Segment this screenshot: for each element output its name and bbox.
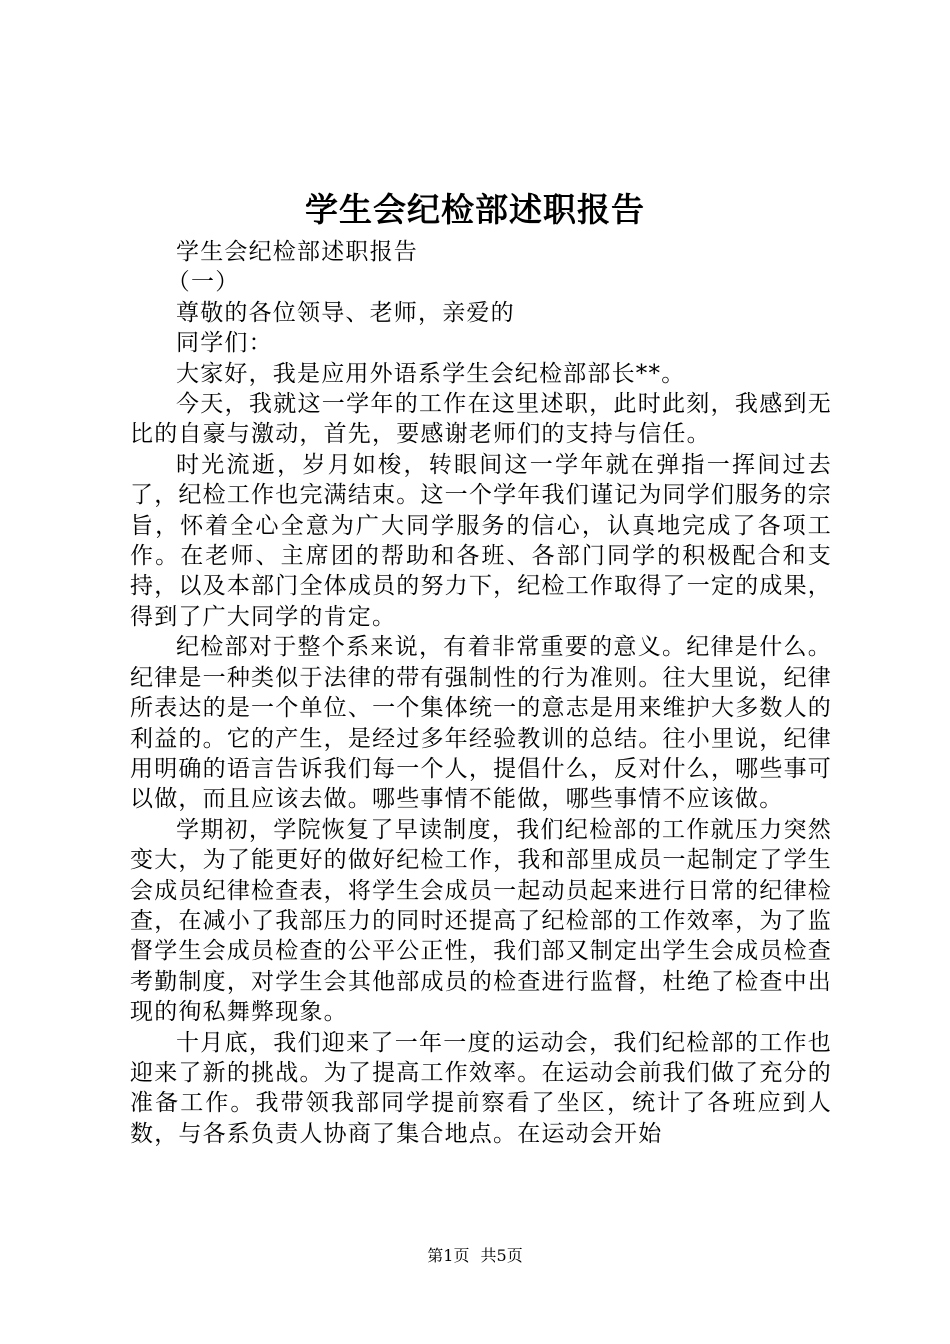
- greeting-paragraph: 大家好，我是应用外语系学生会纪检部部长**。: [176, 360, 686, 387]
- body-paragraph: 纪检部对于整个系来说，有着非常重要的意义。纪律是什么。纪律是一种类似于法律的带有强制性的行为准则。往大里说，纪律所表达的是一个单位、一个集体统一的意志是用来维护大多数人的利益的。它的产生，是经过多年经验教训的总结。往小里说，纪律用明确的语言告诉我们每一个人，提倡什么，反对什么，哪些事可以做，而且应该去做。哪些事情不能做，哪些事情不应该做。: [130, 634, 832, 813]
- body-paragraph: 十月底，我们迎来了一年一度的运动会，我们纪检部的工作也迎来了新的挑战。为了提高工作效率。在运动会前我们做了充分的准备工作。我带领我部同学提前察看了坐区，统计了各班应到人数，与各系负责人协商了集合地点。在运动会开始: [130, 1029, 832, 1147]
- body-paragraph: 今天，我就这一学年的工作在这里述职，此时此刻，我感到无比的自豪与激动，首先，要感谢老师们的支持与信任。: [130, 391, 832, 448]
- page-footer: [0, 1243, 950, 1266]
- document-title: 学生会纪检部述职报告: [305, 190, 645, 229]
- body-paragraph: 学期初，学院恢复了早读制度，我们纪检部的工作就压力突然变大，为了能更好的做好纪检工作，我和部里成员一起制定了学生会成员纪律检查表，将学生会成员一起动员起来进行日常的纪律检查，在减小了我部压力的同时还提高了纪检部的工作效率，为了监督学生会成员检查的公平公正性，我们部又制定出学生会成员检查考勤制度，对学生会其他部成员的检查进行监督，杜绝了检查中出现的徇私舞弊现象。: [130, 816, 832, 1026]
- page-total: 共5页: [480, 1246, 523, 1265]
- page-number: 第1页: [427, 1246, 470, 1265]
- section-number-paragraph: （一）: [166, 269, 240, 296]
- body-paragraph: 时光流逝，岁月如梭，转眼间这一学年就在弹指一挥间过去了，纪检工作也完满结束。这一个学年我们谨记为同学们服务的宗旨，怀着全心全意为广大同学服务的信心，认真地完成了各项工作。在老师、主席团的帮助和各班、各部门同学的积极配合和支持，以及本部门全体成员的努力下，纪检工作取得了一定的成果，得到了广大同学的肯定。: [130, 451, 832, 630]
- document-body: [130, 237, 832, 1149]
- salutation-paragraph: 尊敬的各位领导、老师，亲爱的: [176, 299, 515, 326]
- salutation-continued-paragraph: 同学们：: [176, 330, 273, 357]
- subtitle-paragraph: 学生会纪检部述职报告: [176, 239, 418, 265]
